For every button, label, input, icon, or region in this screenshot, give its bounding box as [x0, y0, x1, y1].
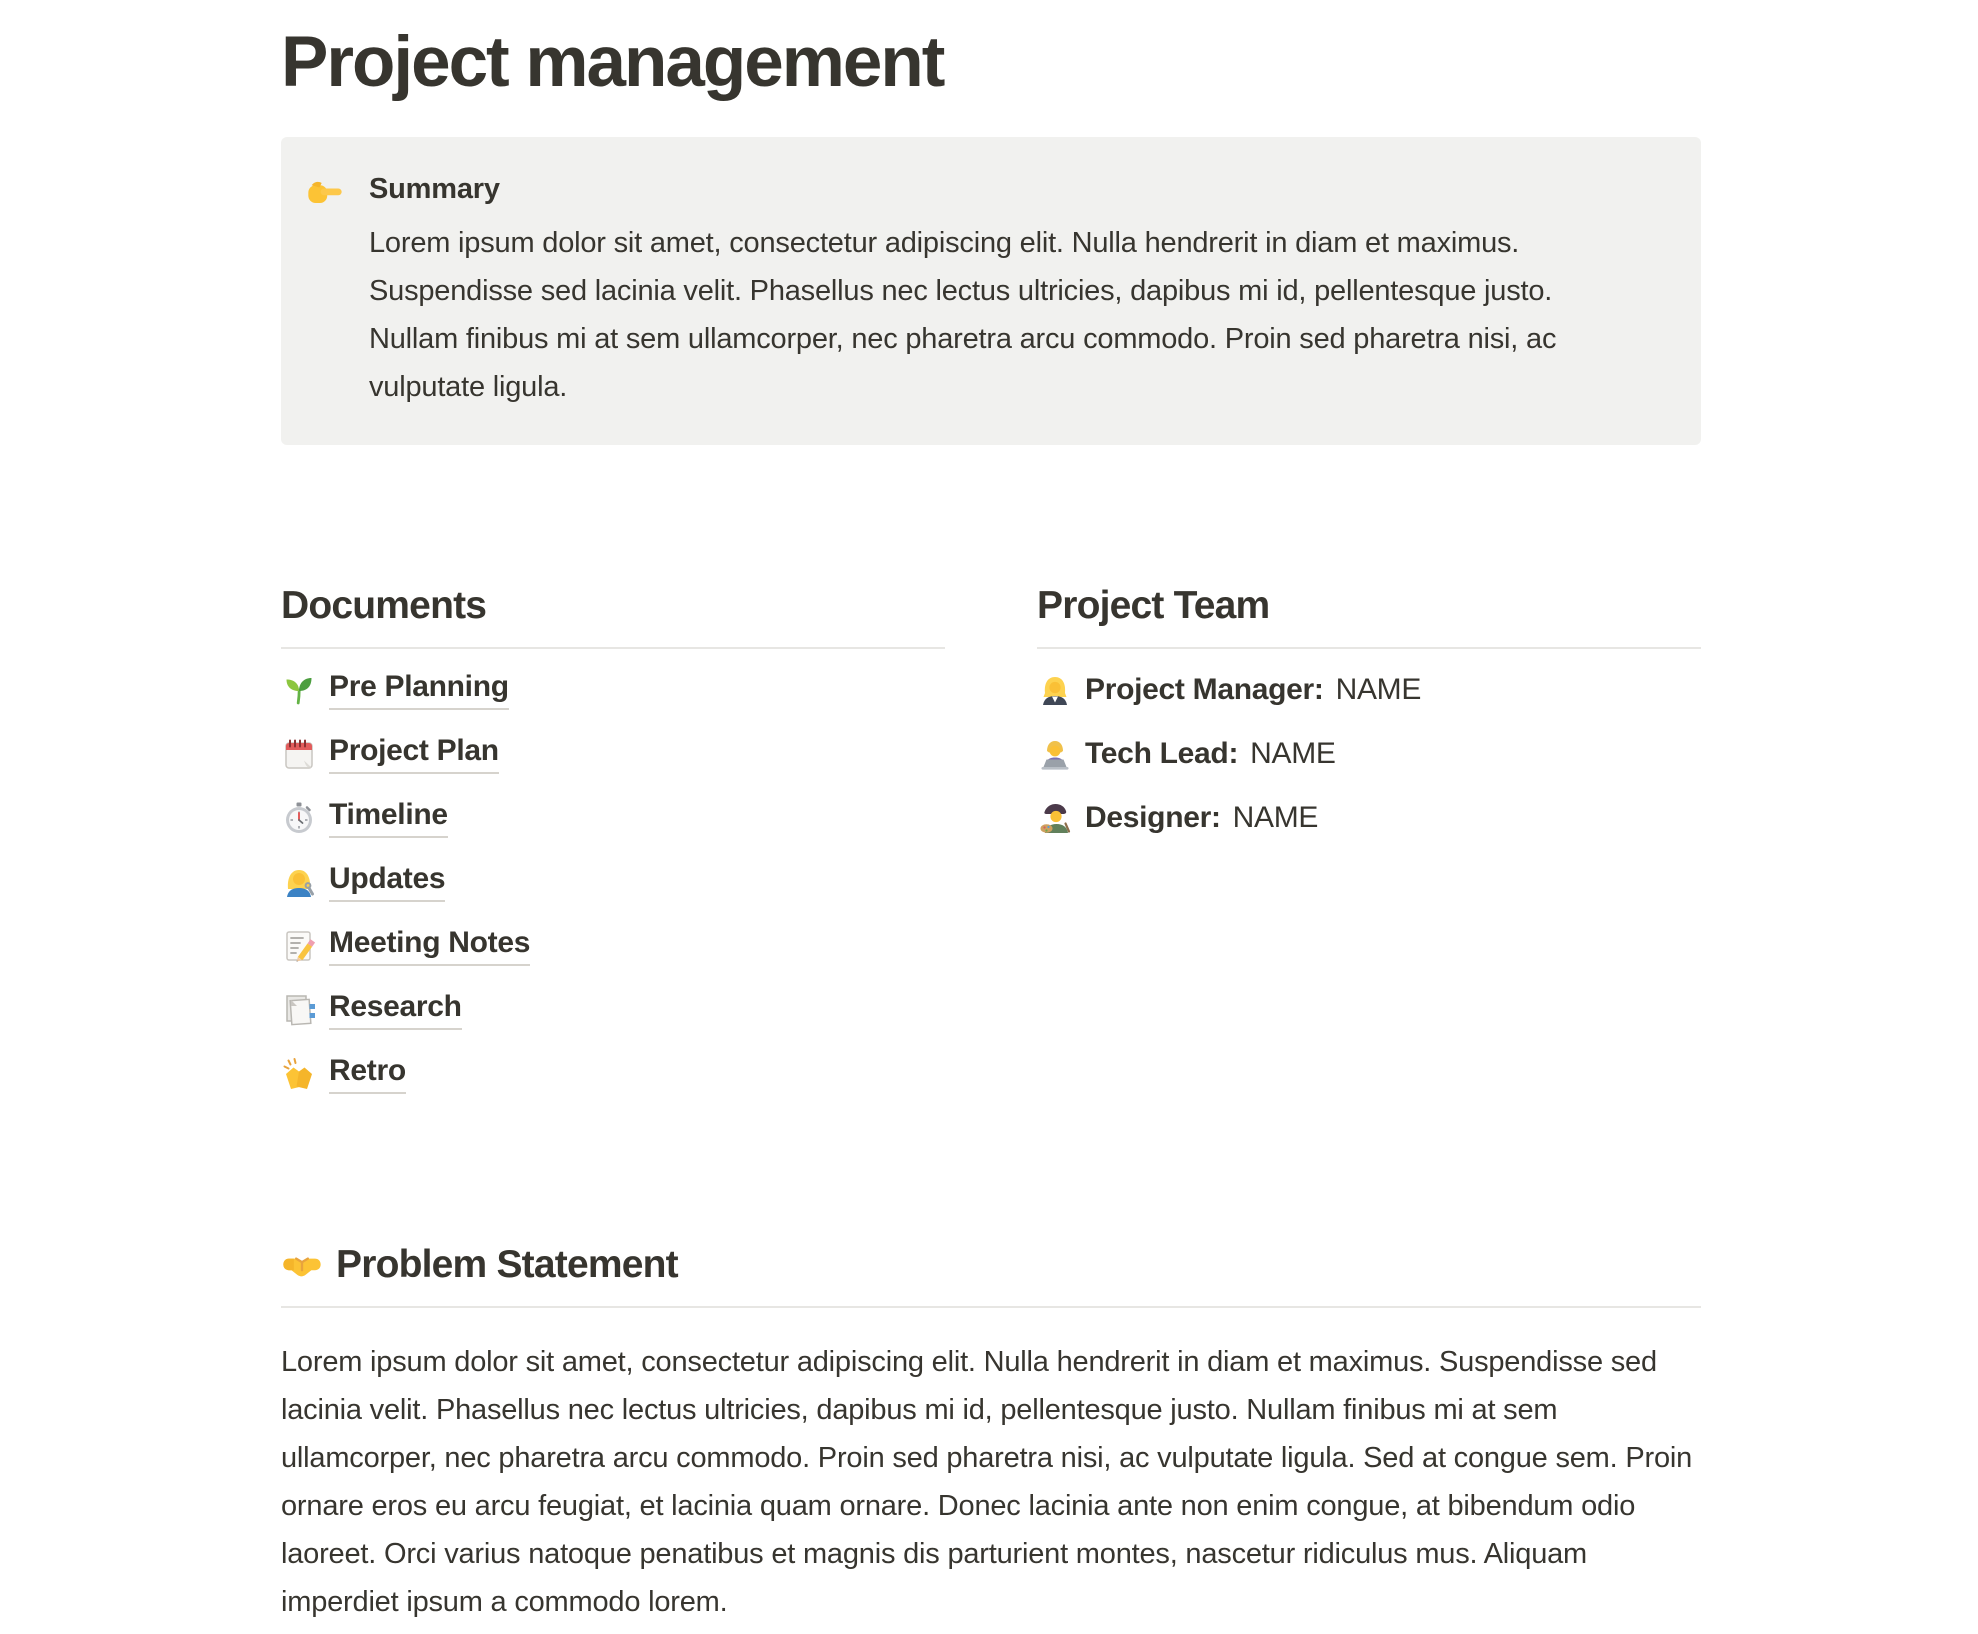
spiral-calendar-icon — [281, 736, 317, 772]
bookmark-tabs-icon — [281, 992, 317, 1028]
team-member-designer — [1037, 786, 1701, 850]
woman-office-worker-icon — [1037, 672, 1073, 708]
document-link-label: Meeting Notes — [329, 925, 530, 966]
memo-icon — [281, 928, 317, 964]
document-link-research[interactable] — [281, 978, 945, 1042]
member-role: Tech Lead: — [1085, 736, 1239, 770]
document-link-label: Pre Planning — [329, 669, 509, 710]
problem-statement-body: Lorem ipsum dolor sit amet, consectetur adipiscing elit. Nulla hendrerit in diam et maximus. Suspendisse sed lacinia velit. Phasellus nec lectus ultricies, dapibus mi id, pellentesque justo. Nullam finibus mi at sem ullamcorper, nec pharetra arcu commodo. Proin sed pharetra nisi, ac vulputate ligula. Sed at congue sem. Proin ornare eros eu arcu feugiat, et lacinia quam ornare. Donec lacinia ante non enim congue, at bibendum odio laoreet. Orci varius natoque penatibus et magnis dis parturient montes, nascetur ridiculus mus. Aliquam imperdiet ipsum a commodo lorem. — [281, 1345, 1693, 1618]
page-title: Project management — [281, 23, 944, 102]
member-name: NAME — [1250, 736, 1336, 770]
team-member-tech-lead — [1037, 722, 1701, 786]
summary-callout — [281, 137, 1701, 445]
seedling-icon — [281, 672, 317, 708]
project-team-heading: Project Team — [1037, 583, 1701, 649]
clapping-hands-icon — [281, 1056, 317, 1092]
documents-section — [281, 583, 945, 1106]
columns — [281, 583, 1701, 1106]
document-link-label: Retro — [329, 1053, 406, 1094]
document-link-label: Project Plan — [329, 733, 499, 774]
member-name: NAME — [1232, 800, 1319, 834]
stopwatch-icon — [281, 800, 317, 836]
document-link-updates[interactable] — [281, 850, 945, 914]
team-list — [1037, 658, 1701, 850]
callout-content — [369, 165, 1584, 411]
document-link-label: Timeline — [329, 797, 448, 838]
handshake-icon — [281, 1244, 323, 1286]
man-artist-icon — [1037, 800, 1073, 836]
document-link-label: Research — [329, 989, 462, 1030]
document-link-pre-planning[interactable] — [281, 658, 945, 722]
document-link-project-plan[interactable] — [281, 722, 945, 786]
woman-mechanic-icon — [281, 864, 317, 900]
notion-page — [281, 0, 1701, 1626]
problem-statement-section — [281, 1242, 1701, 1626]
callout-title: Summary — [369, 173, 500, 206]
project-team-section — [1037, 583, 1701, 1106]
documents-heading: Documents — [281, 583, 945, 649]
document-link-meeting-notes[interactable] — [281, 914, 945, 978]
member-role: Designer: — [1085, 800, 1221, 834]
man-technologist-icon — [1037, 736, 1073, 772]
member-role: Project Manager: — [1085, 672, 1324, 706]
documents-list — [281, 658, 945, 1106]
member-name: NAME — [1335, 672, 1422, 706]
document-link-timeline[interactable] — [281, 786, 945, 850]
document-link-label: Updates — [329, 861, 445, 902]
callout-body: Lorem ipsum dolor sit amet, consectetur adipiscing elit. Nulla hendrerit in diam et maximus. Suspendisse sed lacinia velit. Phasellus nec lectus ultricies, dapibus mi id, pellentesque justo. Nullam finibus mi at sem ullamcorper, nec pharetra arcu commodo. Proin sed pharetra nisi, ac vulputate ligula. — [369, 227, 1557, 404]
problem-statement-title: Problem Statement — [336, 1242, 678, 1286]
pointing-right-icon — [305, 165, 347, 411]
team-member-project-manager — [1037, 658, 1701, 722]
problem-statement-heading-row — [281, 1242, 1701, 1308]
document-link-retro[interactable] — [281, 1042, 945, 1106]
